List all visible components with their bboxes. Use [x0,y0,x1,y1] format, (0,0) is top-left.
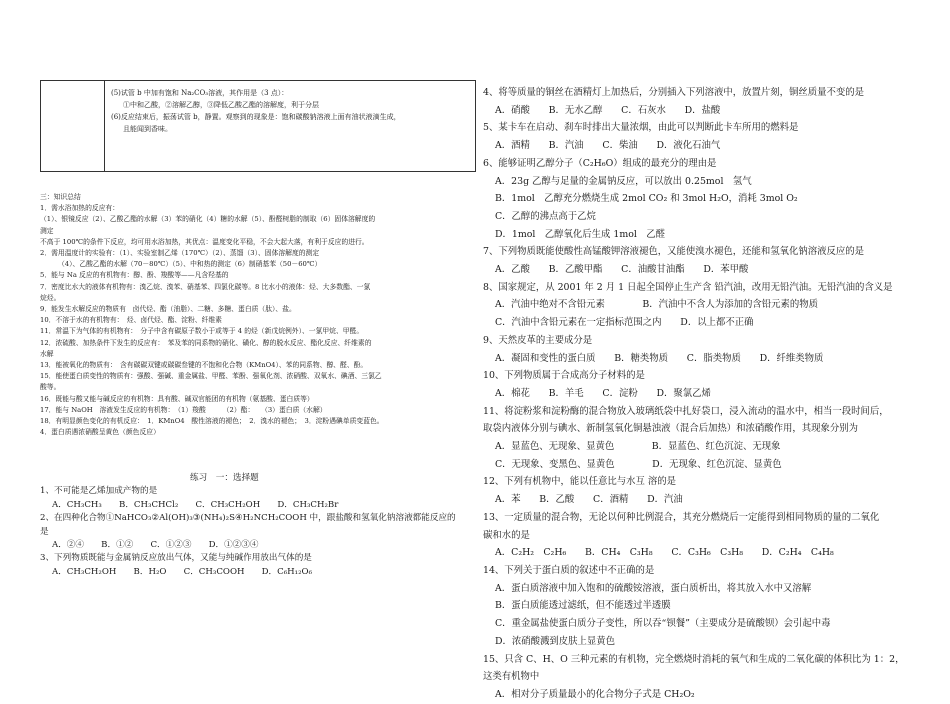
question-15-option-a: A．相对分子质量最小的化合物分子式是 CH₂O₂ [495,688,695,700]
summary-line: 2．需用温度计的实验有：（1）、实验室制乙烯（170℃）（2）、蒸馏（3）、固体溶解度的测定 [40,249,320,258]
question-list [483,84,928,704]
summary-line: 4．蛋白质遇浓硝酸呈黄色（颜色反应） [40,428,160,437]
practice-heading: 练习 一：选择题 [190,473,259,483]
question-14: 14、下列关于蛋白质的叙述中不正确的是 [483,564,655,576]
summary-line: 测定 [40,226,54,235]
question-6-option-b: B．1mol 乙醇充分燃烧生成 2mol CO₂ 和 3mol H₂O，消耗 3mol O₂ [495,193,798,205]
summary-line: 17．能与 NaOH 溶液发生反应的有机物： （1）羧酸 （2）酯： （3）蛋白质（水解） [40,405,327,414]
question-6-option-d: D．1mol 乙醇氧化后生成 1mol 乙醛 [495,228,665,240]
summary-line: 11．常温下为气体的有机物有： 分子中含有碳原子数小于或等于 4 的烃（新戊烷例外）、一氯甲烷、甲醛。 [40,327,364,336]
question-11-options-ab: A．显蓝色、无现象、显黄色 B．显蓝色、红色沉淀、无现象 [495,441,781,453]
practice-section [40,472,476,579]
question-3: 3、下列物质既能与金属钠反应放出气体，又能与纯碱作用放出气体的是 [40,553,312,564]
question-4: 4、将等质量的铜丝在酒精灯上加热后，分别插入下列溶液中，放置片刻，铜丝质量不变的是 [483,87,864,98]
summary-line: 16．既能与酸又能与碱反应的有机物：具有酸、碱双官能团的有机物（氨基酸、蛋白质等） [40,394,314,403]
question-13-cont: 碳和水的是 [483,529,530,541]
box-line-3: (6)反应结束后，振荡试管 b，静置。观察到的现象是：饱和碳酸钠溶液上面有油状液滴生成， [111,113,401,121]
question-2-options: A．②④ B．①② C．①②③ D．①②③④ [52,540,259,551]
question-6-option-a: A．23g 乙醇与足量的金属钠反应，可以放出 0.25mol 氢气 [495,175,752,187]
question-15-cont: 这类有机物中 [483,671,540,683]
summary-line: 9．能发生水解反应的物质有 卤代烃、酯（油脂）、二糖、多糖、蛋白质（肽）、盐。 [40,305,296,314]
question-6-option-c: C．乙醇的沸点高于乙烷 [495,210,596,222]
summary-line: 10．不溶于水的有机物有： 烃、卤代烃、酯、淀粉、纤维素 [40,316,222,325]
question-3-options: A．CH₃CH₂OH B．H₂O C．CH₃COOH D．C₆H₁₂O₆ [52,566,313,577]
question-1: 1、不可能是乙烯加成产物的是 [40,486,158,497]
summary-line: 7．密度比水大的液体有机物有：溴乙烷、溴苯、硝基苯、四氯化碳等。8 比水小的液体：烃、大多数酯、一氯 [40,282,371,291]
question-12: 12、下列有机物中，能以任意比与水互 溶的是 [483,476,677,488]
question-4-options: A．硝酸 B．无水乙醇 C．石灰水 D．盐酸 [495,104,721,116]
question-9: 9、天然皮革的主要成分是 [483,334,593,346]
summary-line: （1）、银镜反应（2）、乙酸乙酯的水解（3）苯的硝化（4）糖的水解（5）、酚醛树脂的制取（6）固体溶解度的 [40,215,376,224]
question-5-options: A．酒精 B．汽油 C．柴油 D．液化石油气 [495,140,721,152]
question-11-options-cd: C．无现象、变黑色、显黄色 D．无现象、红色沉淀、显黄色 [495,458,782,470]
question-8-options-cd: C．汽油中含铅元素在一定指标范围之内 D．以上都不正确 [495,317,754,329]
question-14-option-a: A．蛋白质溶液中加入饱和的硫酸铵溶液，蛋白质析出，将其放入水中又溶解 [495,582,812,594]
box-line-2: ①中和乙酸，②溶解乙醇，③降低乙酸乙酯的溶解度，利于分层 [123,101,319,109]
summary-line: 13．能被氧化的物质有： 含有碳碳双键或碳碳叁键的不饱和化合物（KMnO4）、苯的同系物、醇、醛、酚。 [40,361,368,370]
question-15: 15、只含 C、H、O 三种元素的有机物，完全燃烧时消耗的氧气和生成的二氧化碳的体积比为 1：2， [483,653,905,665]
summary-line: 烷烃。 [40,293,61,302]
summary-line: 水解 [40,349,54,358]
question-10: 10、下列物质属于合成高分子材料的是 [483,370,645,382]
summary-line: 15．能使蛋白质变性的物质有：强酸、强碱、重金属盐、甲醛、苯酚、强氧化剂、浓硝酸、双氧水、碘酒、三氯乙 [40,372,382,381]
question-8: 8、国家规定，从 2001 年 2 月 1 日起全国停止生产含 铅汽油，改用无铅汽油。无铅汽油的含义是 [483,281,893,293]
question-6: 6、能够证明乙醇分子（C₂H₆O）组成的最充分的理由是 [483,157,717,169]
question-14-option-d: D．浓硝酸溅到皮肤上显黄色 [495,635,616,647]
question-2-cont: 是 [40,526,49,537]
experiment-notes [111,87,469,135]
summary-line: 酸等。 [40,383,61,392]
question-10-options: A．棉花 B．羊毛 C．淀粉 D．聚氯乙烯 [495,387,711,399]
question-7: 7、下列物质既能使酸性高锰酸钾溶液褪色，又能使溴水褪色，还能和氢氧化钠溶液反应的是 [483,246,864,258]
summary-line: 5．能与 Na 反应的有机物有：醇、酚、羧酸等——凡含羟基的 [40,271,229,280]
question-1-options: A．CH₃CH₃ B．CH₃CHCl₂ C．CH₃CH₂OH D．CH₃CH₂Br [52,499,339,510]
summary-line: 1．需水浴加热的反应有： [40,204,120,213]
summary-line: （4）、乙酸乙酯的水解（70－80℃）（5）、中和热的测定（6）制硝基苯（50－60℃） [58,260,322,269]
table-divider [104,81,105,171]
summary-line: 不高于 100℃的条件下反应，均可用水浴加热，其优点：温度变化平稳，不会大起大落，有利于反应的进行。 [40,237,369,246]
box-line-4: 且能闻到香味。 [123,125,172,133]
question-11-cont: 取袋内液体分别与碘水、新制氢氧化铜悬浊液（混合后加热）和浓硝酸作用，其现象分别为 [483,423,859,435]
summary-heading: 三：知识总结 [40,193,81,201]
question-14-option-b: B．蛋白质能透过滤纸，但不能透过半透膜 [495,600,671,612]
question-5: 5、某卡车在启动、刹车时排出大量浓烟，由此可以判断此卡车所用的燃料是 [483,122,799,134]
question-12-options: A．苯 B．乙酸 C．酒精 D．汽油 [495,494,683,506]
question-13: 13、一定质量的混合物，无论以何种比例混合，其充分燃烧后一定能得到相同物质的量的二氧化 [483,511,880,523]
box-line-1: (5)试管 b 中加有饱和 Na₂CO₃溶液，其作用是（3 点）： [111,89,289,97]
question-9-options: A．凝固和变性的蛋白质 B．糖类物质 C．脂类物质 D．纤维类物质 [495,352,824,364]
question-2: 2、在四种化合物①NaHCO₃②Al(OH)₃③(NH₄)₂S④H₂NCH₂COOH 中，跟盐酸和氢氧化钠溶液都能反应的 [40,513,456,524]
experiment-table [40,80,476,172]
knowledge-summary [40,192,476,438]
question-8-options-ab: A．汽油中绝对不含铅元素 B．汽油中不含人为添加的含铅元素的物质 [495,299,819,311]
question-14-option-c: C．重金属盐使蛋白质分子变性，所以吞“钡餐”（主要成分是硫酸钡）会引起中毒 [495,618,831,630]
question-13-options: A．C₂H₂ C₂H₆ B．CH₄ C₃H₈ C．C₃H₆ C₃H₈ D．C₂H₄ C₄H₈ [495,547,834,559]
question-7-options: A．乙酸 B．乙酸甲酯 C．油酸甘油酯 D．苯甲酸 [495,264,749,276]
question-11: 11、将淀粉浆和淀粉酶的混合物放入玻璃纸袋中扎好袋口，浸入流动的温水中，相当一段时间后， [483,405,889,417]
summary-line: 12．浓硫酸、加热条件下发生的反应有： 苯及苯的同系物的硝化、磺化、醇的脱水反应、酯化反应、纤维素的 [40,338,372,347]
summary-line: 18．有明显颜色变化的有机反应： 1．KMnO4 酸性溶液的褪色； 2．溴水的褪色； 3．淀粉遇碘单质变蓝色。 [40,417,384,426]
